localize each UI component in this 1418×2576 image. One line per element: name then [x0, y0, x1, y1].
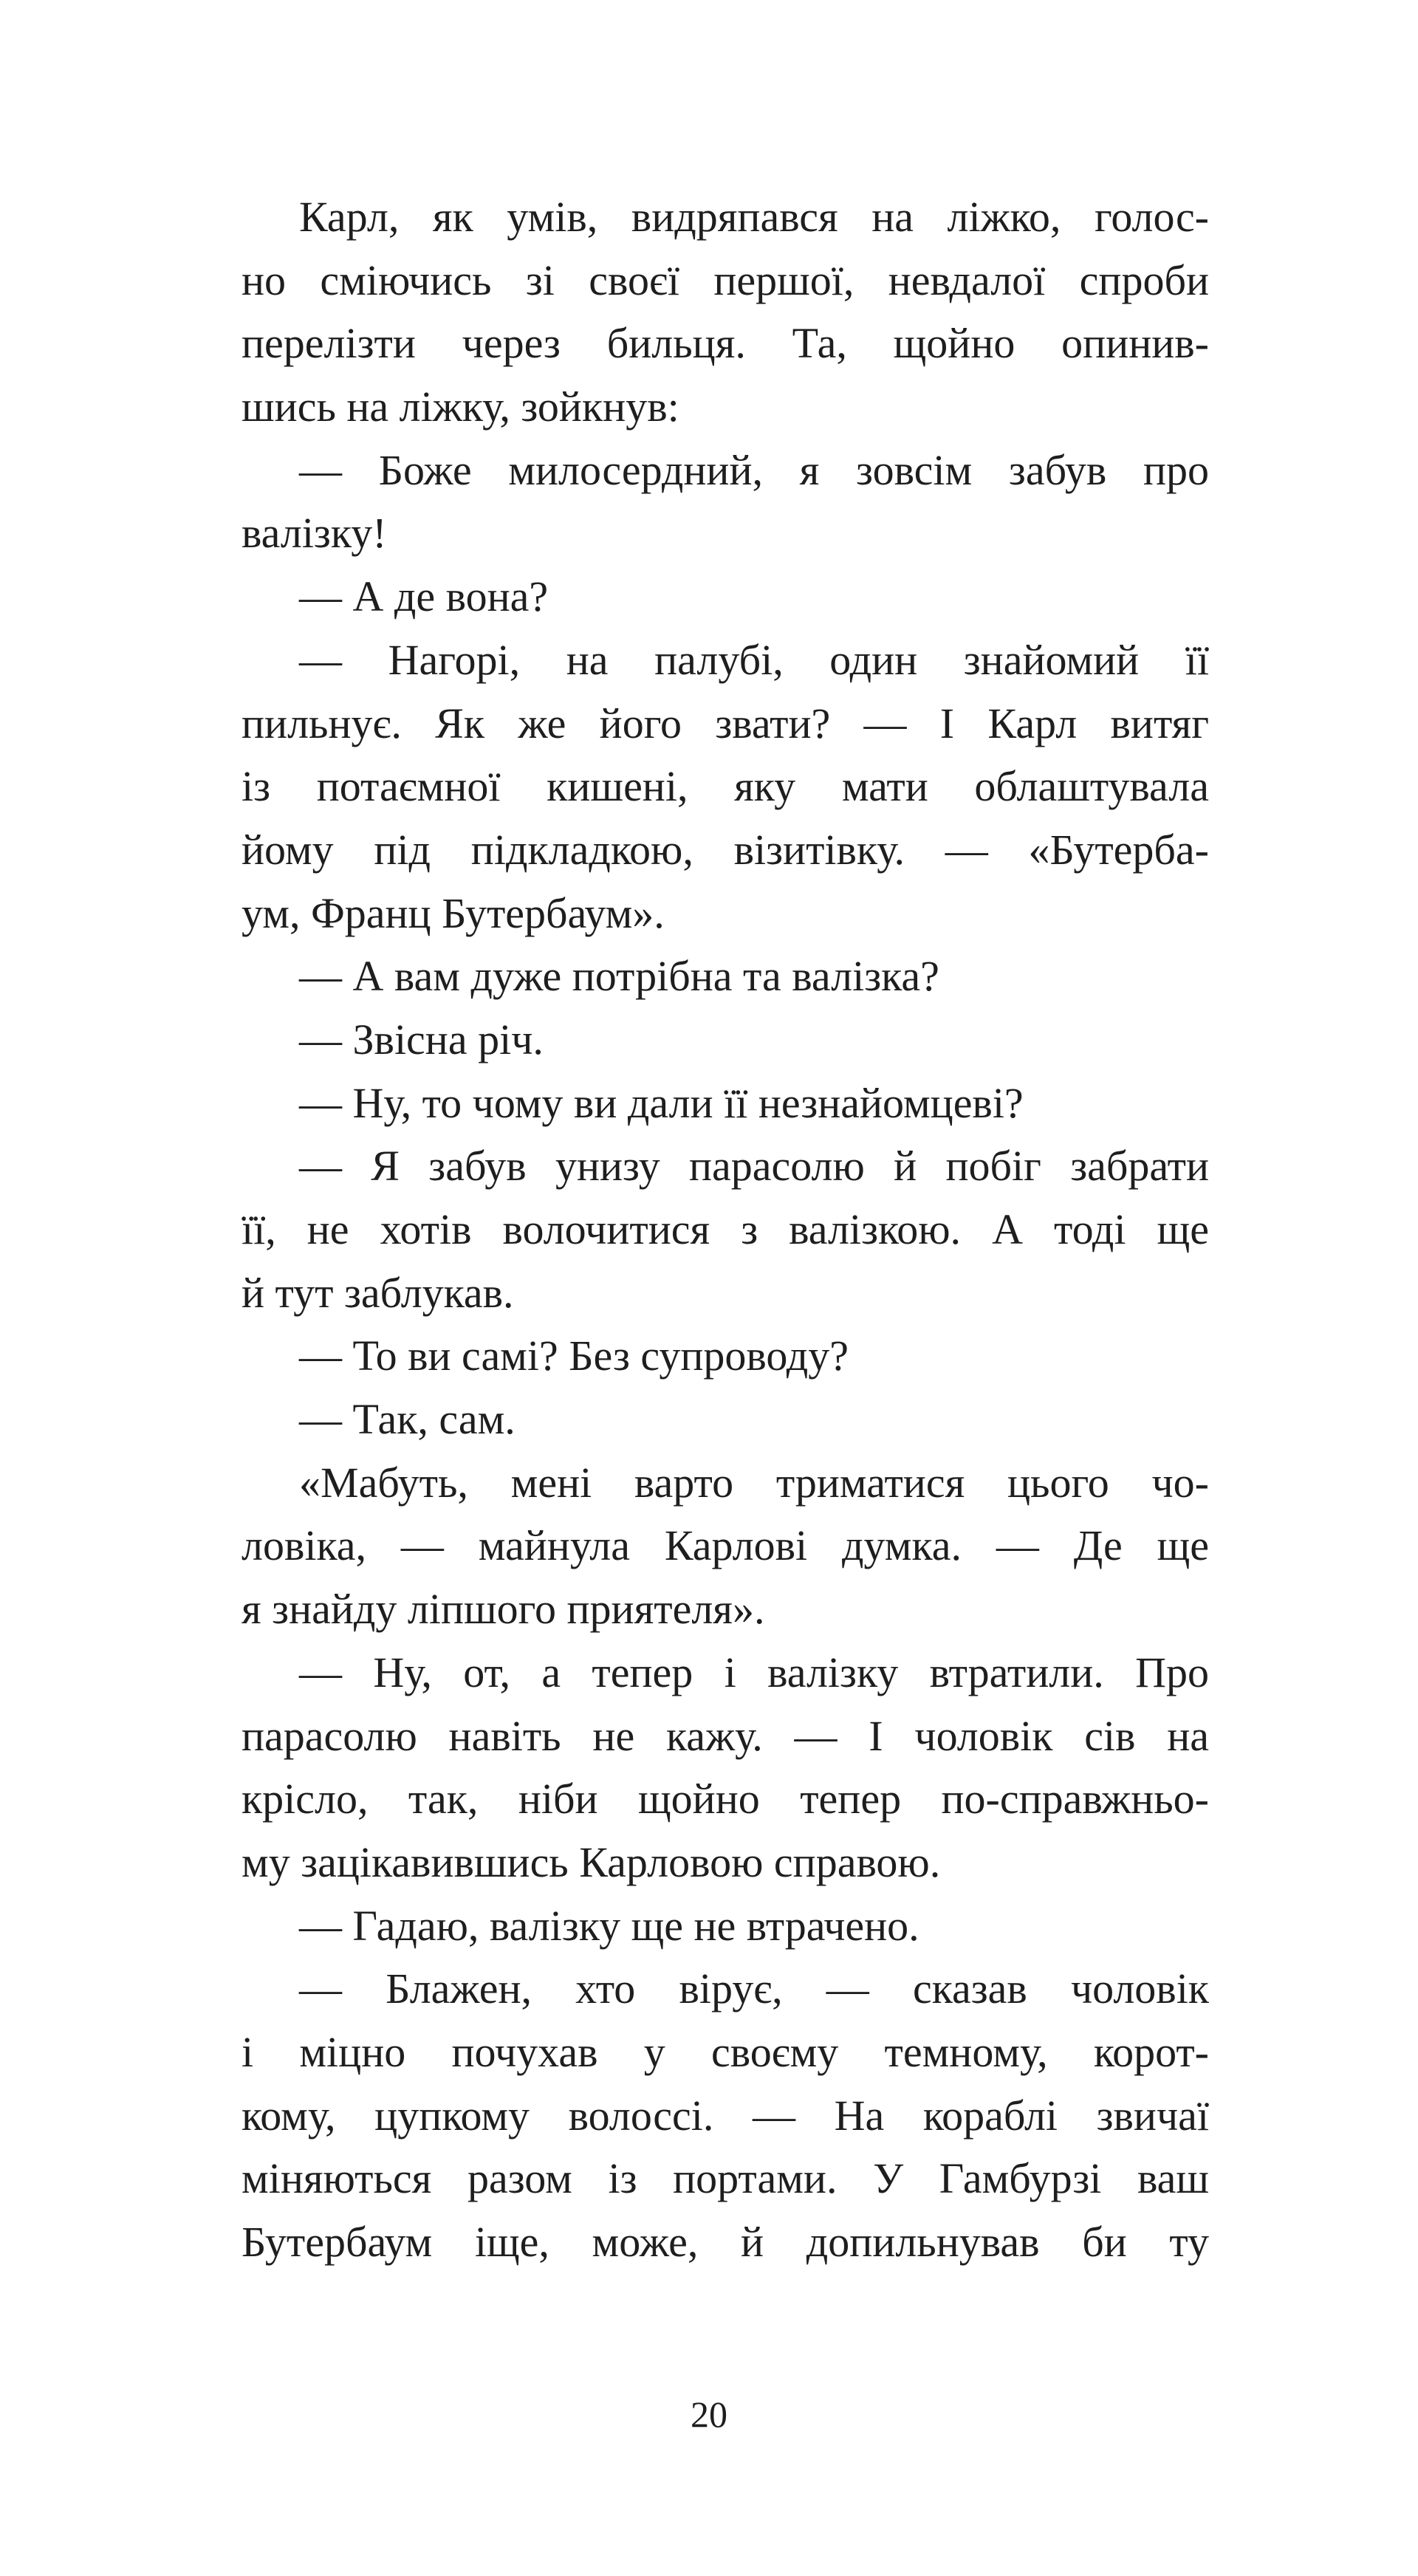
text-line: йому під підкладкою, візитівку. — «Бутерба-	[242, 825, 1209, 874]
text-line: Карл, як умів, видряпався на ліжко, голос-	[299, 193, 1209, 241]
text-line: «Мабуть, мені варто триматися цього чо-	[299, 1458, 1209, 1507]
text-line: — Нагорі, на палубі, один знайомий її	[299, 635, 1209, 684]
text-line: но сміючись зі своєї першої, невдалої спроби	[242, 256, 1209, 304]
text-line: му зацікавившись Карловою справою.	[242, 1837, 941, 1886]
text-line: — Гадаю, валізку ще не втрачено.	[299, 1901, 919, 1950]
text-line: — Боже милосердний, я зовсім забув про	[299, 445, 1209, 494]
page-number: 20	[691, 2394, 727, 2435]
text-line: валізку!	[242, 509, 387, 558]
text-line: її, не хотів волочитися з валізкою. А тоді ще	[242, 1205, 1209, 1253]
text-line: — Так, сам.	[299, 1395, 516, 1444]
text-line: і міцно почухав у своєму темному, корот-	[242, 2027, 1209, 2076]
text-line: — То ви самі? Без супроводу?	[299, 1332, 849, 1380]
body-text	[242, 185, 1209, 2274]
text-line: міняються разом із портами. У Гамбурзі ваш	[242, 2154, 1209, 2203]
text-line: кому, цупкому волоссі. — На кораблі звичаї	[242, 2091, 1209, 2140]
text-line: Бутербаум іще, може, й допильнував би ту	[242, 2218, 1209, 2266]
text-line: — Звісна річ.	[299, 1015, 544, 1063]
text-line: пильнує. Як же його звати? — І Карл витяг	[242, 699, 1209, 747]
text-line: парасолю навіть не кажу. — І чоловік сів на	[242, 1711, 1209, 1760]
text-line: крісло, так, ніби щойно тепер по-справжньо-	[242, 1775, 1209, 1823]
text-line: — Ну, от, а тепер і валізку втратили. Про	[299, 1648, 1209, 1696]
text-line: ум, Франц Бутербаум».	[242, 888, 665, 937]
text-line: із потаємної кишені, яку мати облаштувала	[242, 762, 1209, 811]
text-line: — А вам дуже потрібна та валізка?	[299, 952, 939, 1001]
text-line: шись на ліжку, зойкнув:	[242, 383, 679, 431]
text-line: — А де вона?	[299, 572, 549, 621]
text-line: й тут заблукав.	[242, 1268, 514, 1317]
text-line: — Ну, то чому ви дали її незнайомцеві?	[299, 1078, 1024, 1127]
text-line: я знайду ліпшого приятеля».	[242, 1585, 765, 1634]
text-line: — Я забув унизу парасолю й побіг забрати	[299, 1142, 1209, 1191]
text-line: перелізти через бильця. Та, щойно опинив-	[242, 319, 1209, 368]
text-line: ловіка, — майнула Карлові думка. — Де ще	[242, 1521, 1209, 1570]
text-line: — Блажен, хто вірує, — сказав чоловік	[299, 1964, 1209, 2013]
